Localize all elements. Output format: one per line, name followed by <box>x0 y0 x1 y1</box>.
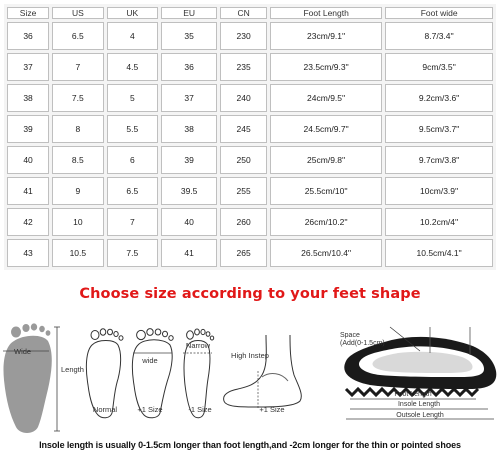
table-cell: 38 <box>161 115 217 143</box>
table-cell: 245 <box>220 115 267 143</box>
insole-length-label: Insole Length <box>397 401 441 408</box>
table-cell: 37 <box>7 53 49 81</box>
length-label: Length <box>61 365 84 374</box>
table-cell: 4.5 <box>107 53 158 81</box>
table-cell: 10.5 <box>52 239 103 267</box>
foot-shape-illustration <box>0 305 500 437</box>
table-header-cell: US <box>52 7 103 19</box>
measured-foot-icon <box>3 323 60 433</box>
table-row <box>7 53 493 81</box>
table-row <box>7 239 493 267</box>
table-row <box>7 22 493 50</box>
wide-label: Wide <box>14 347 32 356</box>
table-row <box>7 208 493 236</box>
table-cell: 36 <box>161 53 217 81</box>
table-cell: 6.5 <box>52 22 103 50</box>
table-row <box>7 146 493 174</box>
table-cell: 240 <box>220 84 267 112</box>
table-cell: 265 <box>220 239 267 267</box>
table-cell: 9cm/3.5'' <box>385 53 493 81</box>
table-row <box>7 177 493 205</box>
insole-length-note: Insole length is usually 0-1.5cm longer than foot length,and -2cm longer for the thin or pointed shoes <box>39 440 461 450</box>
high-instep-label: High Instep <box>231 351 269 360</box>
table-cell: 8.7/3.4'' <box>385 22 493 50</box>
table-cell: 9 <box>52 177 103 205</box>
table-cell: 235 <box>220 53 267 81</box>
table-cell: 7 <box>52 53 103 81</box>
table-cell: 260 <box>220 208 267 236</box>
table-row <box>7 84 493 112</box>
foot-type-narrow-label: Narrow <box>185 341 211 350</box>
table-cell: 9.5cm/3.7'' <box>385 115 493 143</box>
table-cell: 10.2cm/4'' <box>385 208 493 236</box>
table-cell: 10 <box>52 208 103 236</box>
table-cell: 6.5 <box>107 177 158 205</box>
table-cell: 38 <box>7 84 49 112</box>
table-cell: 39 <box>161 146 217 174</box>
foot-type-wide-note: +1 Size <box>137 405 163 414</box>
table-cell: 4 <box>107 22 158 50</box>
table-cell: 9.2cm/3.6'' <box>385 84 493 112</box>
table-cell: 26.5cm/10.4'' <box>270 239 382 267</box>
table-cell: 36 <box>7 22 49 50</box>
high-instep-note: +1 Size <box>259 405 285 414</box>
table-cell: 39 <box>7 115 49 143</box>
table-cell: 37 <box>161 84 217 112</box>
size-chart-table <box>4 4 496 270</box>
table-header-cell: Size <box>7 7 49 19</box>
table-cell: 23cm/9.1'' <box>270 22 382 50</box>
foot-length-label: Foot Length <box>394 391 432 398</box>
space-label: Space <box>340 332 360 339</box>
table-cell: 10cm/3.9'' <box>385 177 493 205</box>
table-cell: 250 <box>220 146 267 174</box>
table-cell: 23.5cm/9.3'' <box>270 53 382 81</box>
table-cell: 5 <box>107 84 158 112</box>
table-header-cell: EU <box>161 7 217 19</box>
table-body <box>7 22 493 267</box>
table-cell: 9.7cm/3.8'' <box>385 146 493 174</box>
table-cell: 7 <box>107 208 158 236</box>
table-cell: 24.5cm/9.7'' <box>270 115 382 143</box>
table-cell: 35 <box>161 22 217 50</box>
table-cell: 42 <box>7 208 49 236</box>
table-header-cell: CN <box>220 7 267 19</box>
table-cell: 7.5 <box>52 84 103 112</box>
table-cell: 41 <box>161 239 217 267</box>
table-cell: 40 <box>161 208 217 236</box>
table-cell: 230 <box>220 22 267 50</box>
high-instep-foot-icon <box>224 335 302 409</box>
table-cell: 40 <box>7 146 49 174</box>
table-cell: 255 <box>220 177 267 205</box>
foot-type-normal-label: Normal <box>92 405 118 414</box>
table-cell: 10.5cm/4.1'' <box>385 239 493 267</box>
table-cell: 41 <box>7 177 49 205</box>
size-guide-heading: Choose size according to your feet shape <box>79 286 421 302</box>
foot-type-narrow-note: -1 Size <box>188 405 212 414</box>
foot-type-wide-label: wide <box>142 356 158 365</box>
table-header-cell: UK <box>107 7 158 19</box>
table-header-cell: Foot wide <box>385 7 493 19</box>
table-row <box>7 115 493 143</box>
table-header-row <box>7 7 493 19</box>
table-cell: 39.5 <box>161 177 217 205</box>
outsole-length-label: Outsole Length <box>396 412 444 419</box>
table-cell: 8.5 <box>52 146 103 174</box>
table-header-cell: Foot Length <box>270 7 382 19</box>
table-cell: 24cm/9.5'' <box>270 84 382 112</box>
table-cell: 8 <box>52 115 103 143</box>
space-value: (Add(0-1.5cm) <box>340 340 385 347</box>
table-cell: 7.5 <box>107 239 158 267</box>
table-cell: 43 <box>7 239 49 267</box>
table-cell: 25.5cm/10'' <box>270 177 382 205</box>
table-cell: 5.5 <box>107 115 158 143</box>
table-cell: 6 <box>107 146 158 174</box>
table-cell: 26cm/10.2'' <box>270 208 382 236</box>
table-cell: 25cm/9.8'' <box>270 146 382 174</box>
